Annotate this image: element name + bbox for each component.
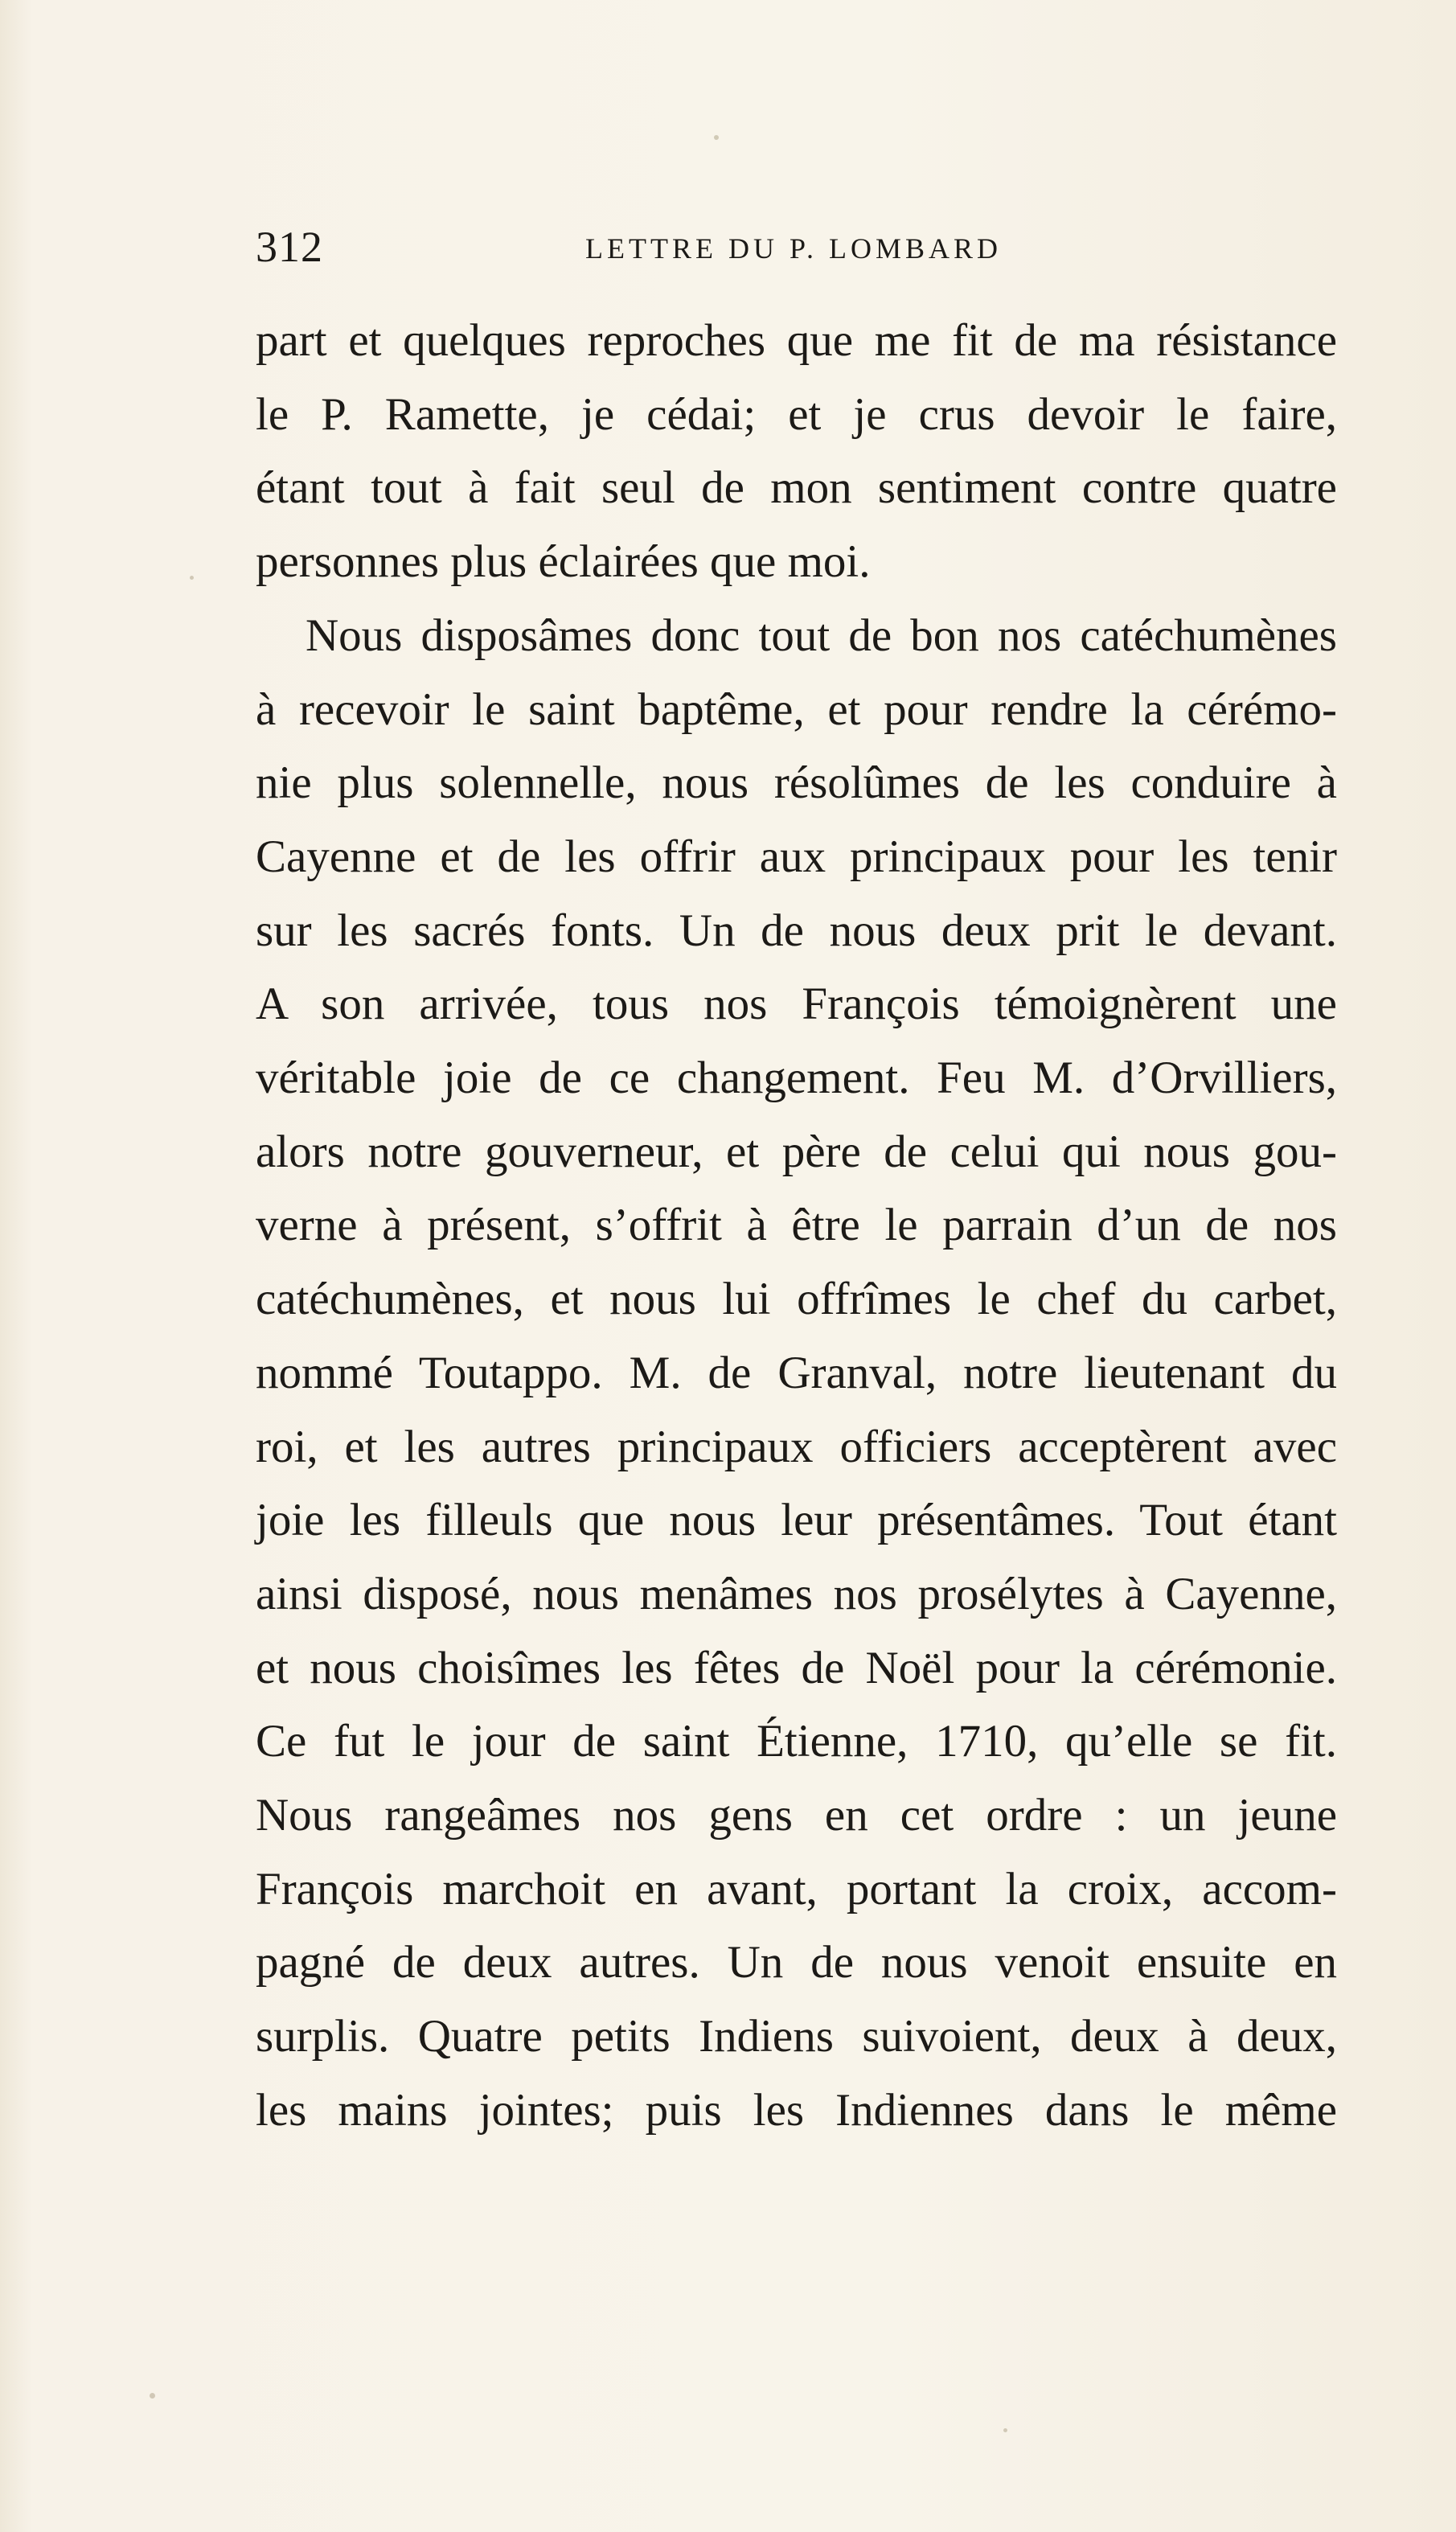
text-line: Cayenne et de les offrir aux principaux pour les tenir bbox=[256, 831, 1337, 882]
paper-speck bbox=[150, 2393, 155, 2399]
text-line: A son arrivée, tous nos François témoignèrent une bbox=[256, 979, 1337, 1030]
text-line: catéchumènes, et nous lui offrîmes le chef du carbet, bbox=[256, 1274, 1337, 1325]
text-line: alors notre gouverneur, et père de celui qui nous gou- bbox=[256, 1126, 1337, 1177]
text-line: joie les filleuls que nous leur présentâmes. Tout étant bbox=[256, 1495, 1337, 1546]
text-line: pagné de deux autres. Un de nous venoit ensuite en bbox=[256, 1937, 1337, 1988]
text-line: nie plus solennelle, nous résolûmes de les conduire à bbox=[256, 757, 1337, 809]
text-line: ainsi disposé, nous menâmes nos prosélytes à Cayenne, bbox=[256, 1568, 1337, 1619]
paper-speck bbox=[1003, 2428, 1007, 2432]
paragraph-1 bbox=[256, 304, 1337, 599]
paper-speck bbox=[714, 135, 719, 140]
paper-speck bbox=[190, 576, 194, 580]
text-line: sur les sacrés fonts. Un de nous deux prit le devant. bbox=[256, 905, 1337, 956]
text-line: surplis. Quatre petits Indiens suivoient, deux à deux, bbox=[256, 2011, 1337, 2062]
text-line: François marchoit en avant, portant la croix, accom- bbox=[256, 1863, 1337, 1914]
text-line: à recevoir le saint baptême, et pour rendre la cérémo- bbox=[256, 683, 1337, 735]
text-line: personnes plus éclairées que moi. bbox=[256, 536, 871, 588]
text-line: étant tout à fait seul de mon sentiment contre quatre bbox=[256, 462, 1337, 514]
page-number: 312 bbox=[256, 223, 323, 271]
running-head: LETTRE DU P. LOMBARD bbox=[585, 232, 1003, 265]
text-line: Nous disposâmes donc tout de bon nos catéchumènes bbox=[306, 609, 1337, 661]
text-line: part et quelques reproches que me fit de ma résistance bbox=[256, 315, 1337, 366]
text-line: verne à présent, s’offrit à être le parrain d’un de nos bbox=[256, 1200, 1337, 1251]
text-line: et nous choisîmes les fêtes de Noël pour la cérémonie. bbox=[256, 1642, 1337, 1693]
text-line: véritable joie de ce changement. Feu M. d’Orvilliers, bbox=[256, 1053, 1337, 1104]
page-header bbox=[256, 222, 1337, 278]
text-line: roi, et les autres principaux officiers acceptèrent avec bbox=[256, 1421, 1337, 1472]
text-line: le P. Ramette, je cédai; et je crus devoir le faire, bbox=[256, 388, 1337, 440]
text-line: nommé Toutappo. M. de Granval, notre lieutenant du bbox=[256, 1347, 1337, 1398]
text-line: les mains jointes; puis les Indiennes dans le même bbox=[256, 2084, 1337, 2136]
paragraph-2 bbox=[256, 599, 1337, 2148]
text-line: Nous rangeâmes nos gens en cet ordre : un jeune bbox=[256, 1790, 1337, 1841]
text-line: Ce fut le jour de saint Étienne, 1710, qu’elle se fit. bbox=[256, 1716, 1337, 1767]
body-text bbox=[256, 304, 1337, 2148]
